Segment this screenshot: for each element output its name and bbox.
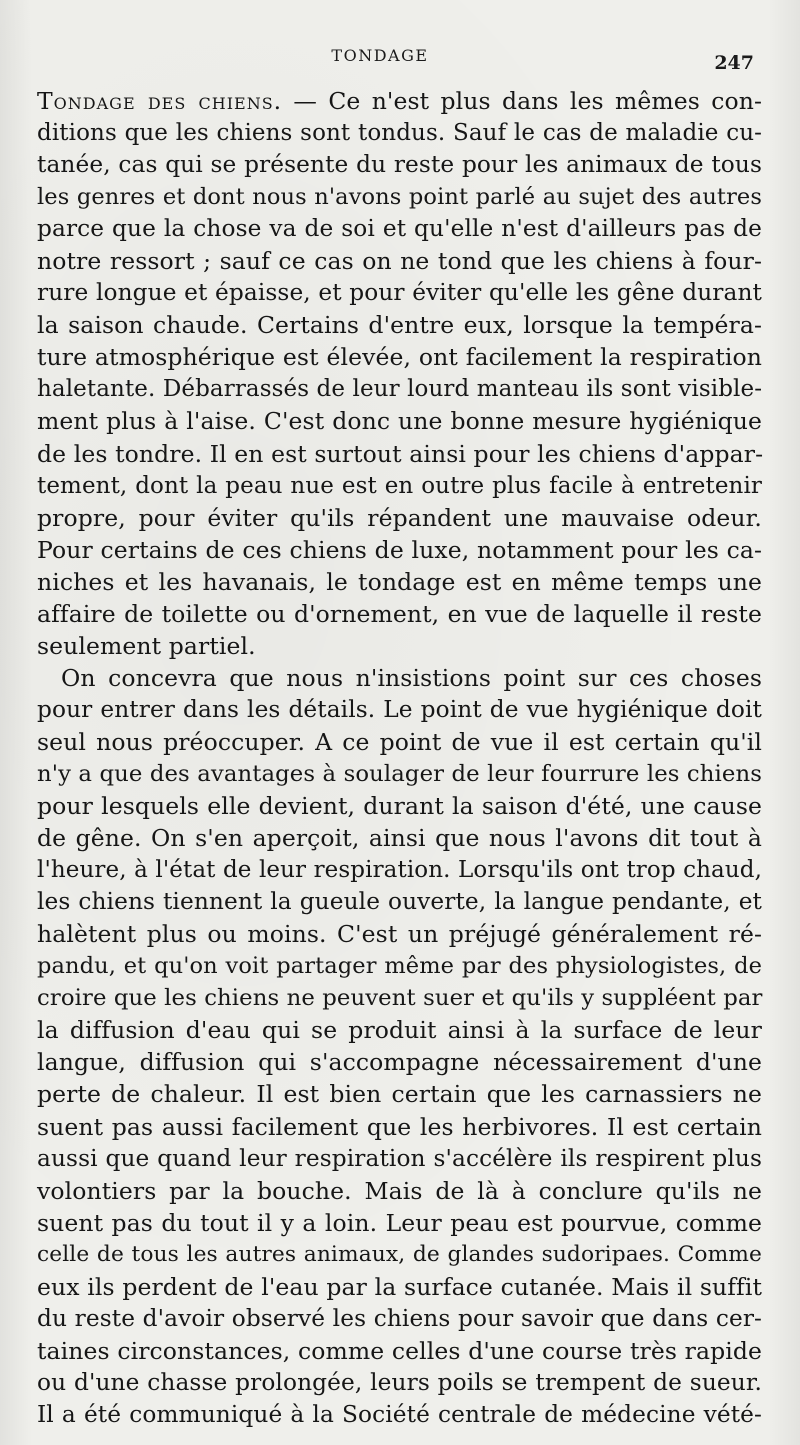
text-line: celle de tous les autres animaux, de glandes sudoripaes. Comme: [37, 1241, 762, 1267]
text-line: de gêne. On s'en aperçoit, ainsi que nous l'avons dit tout à: [37, 824, 762, 853]
text-line: ment plus à l'aise. C'est donc une bonne mesure hygiénique: [37, 407, 762, 436]
text-line: de les tondre. Il en est surtout ainsi pour les chiens d'appar-: [37, 439, 764, 468]
text-line: l'heure, à l'état de leur respiration. Lorsqu'ils ont trop chaud,: [37, 857, 762, 884]
text-line: tement, dont la peau nue est en outre plus facile à entretenir: [37, 472, 762, 499]
text-line: la diffusion d'eau qui se produit ainsi à la surface de leur: [37, 1016, 762, 1045]
text-line: pour entrer dans les détails. Le point de vue hygiénique doit: [37, 695, 762, 723]
text-line: propre, pour éviter qu'ils répandent une mauvaise odeur.: [37, 503, 762, 532]
text-line: suent pas du tout il y a loin. Leur peau est pourvue, comme: [37, 1208, 762, 1237]
text-line: les genres et dont nous n'avons point parlé au sujet des autres: [37, 184, 762, 211]
body-text: [37, 85, 762, 1431]
text-line: seulement partiel.: [37, 631, 256, 660]
text-line: les chiens tiennent la gueule ouverte, la langue pendante, et: [37, 888, 762, 916]
text-line: la saison chaude. Certains d'entre eux, lorsque la tempéra-: [37, 311, 762, 340]
text-line: Il a été communiqué à la Société centrale de médecine vété-: [37, 1400, 762, 1428]
text-line: ture atmosphérique est élevée, ont facilement la respiration: [37, 343, 762, 372]
text-line-content: — Ce n'est plus dans les mêmes con-: [282, 87, 762, 115]
text-line: suent pas aussi facilement que les herbivores. Il est certain: [37, 1112, 762, 1141]
text-line: affaire de toilette ou d'ornement, en vue de laquelle il reste: [37, 599, 762, 628]
text-line: pour lesquels elle devient, durant la saison d'été, une cause: [37, 792, 762, 821]
text-line: taines circonstances, comme celles d'une course très rapide: [37, 1336, 762, 1365]
running-title: TONDAGE: [331, 46, 429, 65]
text-line: perte de chaleur. Il est bien certain que les carnassiers ne: [37, 1080, 762, 1109]
text-line: rure longue et épaisse, et pour éviter qu'elle les gêne durant: [37, 279, 762, 307]
text-line: ditions que les chiens sont tondus. Sauf le cas de maladie cu-: [37, 120, 762, 147]
text-line: haletante. Débarrassés de leur lourd manteau ils sont visible-: [37, 376, 763, 403]
text-line: Pour certains de ces chiens de luxe, notamment pour les ca-: [37, 535, 762, 564]
text-line: croire que les chiens ne peuvent suer et qu'ils y suppléent par: [37, 985, 763, 1012]
text-line: On concevra que nous n'insistions point sur ces choses: [61, 663, 762, 692]
text-line: n'y a que des avantages à soulager de leur fourrure les chiens: [37, 760, 762, 787]
section-heading: Tondage des chiens.: [37, 87, 283, 115]
text-line: eux ils perdent de l'eau par la surface cutanée. Mais il suffit: [37, 1272, 762, 1301]
text-line: halètent plus ou moins. C'est un préjugé généralement ré-: [37, 920, 762, 949]
text-line: ou d'une chasse prolongée, leurs poils se trempent de sueur.: [37, 1368, 762, 1396]
text-line: volontiers par la bouche. Mais de là à conclure qu'ils ne: [37, 1176, 762, 1205]
text-line: seul nous préoccuper. A ce point de vue il est certain qu'il: [37, 727, 762, 756]
text-line: tanée, cas qui se présente du reste pour les animaux de tous: [37, 151, 762, 179]
text-line: notre ressort ; sauf ce cas on ne tond que les chiens à four-: [37, 247, 762, 276]
text-line: pandu, et qu'on voit partager même par des physiologistes, de: [37, 953, 762, 980]
running-header: [0, 46, 800, 72]
text-line: aussi que quand leur respiration s'accélère ils respirent plus: [37, 1144, 762, 1172]
page-number: 247: [714, 52, 754, 74]
text-line: parce que la chose va de soi et qu'elle n'est d'ailleurs pas de: [37, 215, 762, 243]
text-line: [37, 85, 762, 117]
text-line: du reste d'avoir observé les chiens pour savoir que dans cer-: [37, 1304, 762, 1332]
text-line: niches et les havanais, le tondage est en même temps une: [37, 567, 762, 596]
text-line: langue, diffusion qui s'accompagne nécessairement d'une: [37, 1048, 762, 1077]
